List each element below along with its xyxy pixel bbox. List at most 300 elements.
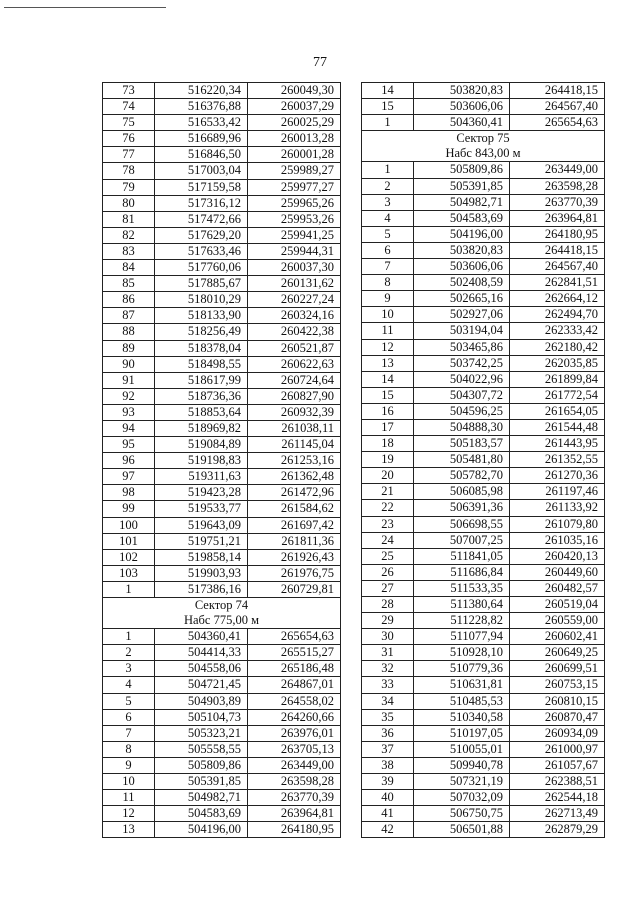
table-row <box>362 661 605 677</box>
coordinate-x: 504982,71 <box>155 790 248 806</box>
table-row <box>103 356 341 372</box>
coordinate-x: 504583,69 <box>414 210 510 226</box>
coordinate-y: 261472,96 <box>248 485 341 501</box>
point-number: 9 <box>362 291 414 307</box>
coordinate-x: 504903,89 <box>155 693 248 709</box>
point-number: 15 <box>362 99 414 115</box>
coordinate-y: 265654,63 <box>248 629 341 645</box>
table-row <box>103 179 341 195</box>
point-number: 6 <box>103 709 155 725</box>
coordinate-y: 265654,63 <box>510 115 605 131</box>
coordinate-y: 260001,28 <box>248 147 341 163</box>
coordinate-x: 504360,41 <box>155 629 248 645</box>
table-row <box>103 693 341 709</box>
coordinate-y: 261362,48 <box>248 469 341 485</box>
coordinate-y: 262664,12 <box>510 291 605 307</box>
table-row <box>362 242 605 258</box>
coordinate-y: 259989,27 <box>248 163 341 179</box>
coordinate-y: 260649,25 <box>510 645 605 661</box>
coordinate-y: 260037,29 <box>248 99 341 115</box>
table-row <box>103 741 341 757</box>
table-row <box>103 485 341 501</box>
table-row <box>103 420 341 436</box>
point-number: 99 <box>103 501 155 517</box>
table-row <box>362 403 605 419</box>
coordinate-y: 260049,30 <box>248 83 341 99</box>
point-number: 8 <box>362 275 414 291</box>
point-number: 73 <box>103 83 155 99</box>
coordinate-x: 504307,72 <box>414 387 510 403</box>
coordinate-x: 506750,75 <box>414 806 510 822</box>
coordinate-x: 518969,82 <box>155 420 248 436</box>
point-number: 38 <box>362 757 414 773</box>
point-number: 87 <box>103 308 155 324</box>
table-row <box>362 629 605 645</box>
point-number: 4 <box>362 210 414 226</box>
coordinate-y: 260699,51 <box>510 661 605 677</box>
coordinate-y: 260449,60 <box>510 564 605 580</box>
point-number: 2 <box>103 645 155 661</box>
coordinate-x: 510197,05 <box>414 725 510 741</box>
point-number: 5 <box>362 226 414 242</box>
coordinate-x: 505183,57 <box>414 436 510 452</box>
coordinate-x: 502408,59 <box>414 275 510 291</box>
point-number: 14 <box>362 83 414 99</box>
coordinate-y: 261544,48 <box>510 419 605 435</box>
coordinate-x: 517003,04 <box>155 163 248 179</box>
table-row <box>103 243 341 259</box>
point-number: 91 <box>103 372 155 388</box>
sector-distance-row <box>362 146 605 162</box>
table-row <box>362 419 605 435</box>
coordinate-x: 517760,06 <box>155 260 248 276</box>
table-row <box>103 163 341 179</box>
table-row <box>362 323 605 339</box>
point-number: 35 <box>362 709 414 725</box>
table-row <box>103 99 341 115</box>
table-row <box>362 484 605 500</box>
coordinate-x: 504558,06 <box>155 661 248 677</box>
coordinate-y: 263598,28 <box>510 178 605 194</box>
coordinate-y: 260422,38 <box>248 324 341 340</box>
point-number: 89 <box>103 340 155 356</box>
point-number: 1 <box>362 115 414 131</box>
table-row <box>362 83 605 99</box>
point-number: 86 <box>103 292 155 308</box>
table-row <box>362 468 605 484</box>
point-number: 88 <box>103 324 155 340</box>
coordinate-y: 260810,15 <box>510 693 605 709</box>
coordinate-x: 518736,36 <box>155 388 248 404</box>
table-row <box>362 162 605 178</box>
table-row <box>103 211 341 227</box>
sector-header-row <box>103 598 341 614</box>
point-number: 97 <box>103 469 155 485</box>
coordinate-y: 260420,13 <box>510 548 605 564</box>
coordinate-x: 502665,16 <box>414 291 510 307</box>
coordinate-x: 519311,63 <box>155 469 248 485</box>
table-row <box>362 99 605 115</box>
coordinate-y: 260827,90 <box>248 388 341 404</box>
coordinate-x: 511686,84 <box>414 564 510 580</box>
table-row <box>103 822 341 838</box>
point-number: 85 <box>103 276 155 292</box>
point-number: 33 <box>362 677 414 693</box>
coordinate-y: 261976,75 <box>248 565 341 581</box>
table-row <box>103 372 341 388</box>
point-number: 23 <box>362 516 414 532</box>
coordinate-y: 263964,81 <box>248 806 341 822</box>
coordinate-x: 505323,21 <box>155 725 248 741</box>
table-row <box>362 757 605 773</box>
coordinate-y: 262713,49 <box>510 806 605 822</box>
table-row <box>103 581 341 597</box>
coordinate-y: 260482,57 <box>510 580 605 596</box>
coordinate-y: 261926,43 <box>248 549 341 565</box>
coordinate-y: 261697,42 <box>248 517 341 533</box>
point-number: 79 <box>103 179 155 195</box>
point-number: 11 <box>103 790 155 806</box>
point-number: 74 <box>103 99 155 115</box>
coordinate-x: 519423,28 <box>155 485 248 501</box>
coordinate-y: 263449,00 <box>510 162 605 178</box>
point-number: 10 <box>103 774 155 790</box>
coordinate-x: 507032,09 <box>414 790 510 806</box>
coordinate-y: 261352,55 <box>510 452 605 468</box>
coordinate-y: 261253,16 <box>248 453 341 469</box>
point-number: 15 <box>362 387 414 403</box>
point-number: 11 <box>362 323 414 339</box>
table-row <box>103 340 341 356</box>
coordinate-y: 262841,51 <box>510 275 605 291</box>
coordinate-y: 261057,67 <box>510 757 605 773</box>
point-number: 81 <box>103 211 155 227</box>
table-row <box>103 565 341 581</box>
table-row <box>103 308 341 324</box>
coordinate-y: 264567,40 <box>510 99 605 115</box>
coordinate-x: 510631,81 <box>414 677 510 693</box>
coordinate-x: 519903,93 <box>155 565 248 581</box>
point-number: 95 <box>103 437 155 453</box>
sector-title: Сектор 74 <box>103 598 341 614</box>
table-row <box>362 774 605 790</box>
table-row <box>362 613 605 629</box>
coordinates-table-left <box>102 82 341 838</box>
point-number: 34 <box>362 693 414 709</box>
coordinate-x: 506698,55 <box>414 516 510 532</box>
point-number: 30 <box>362 629 414 645</box>
coordinate-x: 509940,78 <box>414 757 510 773</box>
coordinate-y: 261811,36 <box>248 533 341 549</box>
table-row <box>362 500 605 516</box>
coordinate-x: 503820,83 <box>414 83 510 99</box>
table-row <box>103 629 341 645</box>
point-number: 27 <box>362 580 414 596</box>
coordinate-y: 260521,87 <box>248 340 341 356</box>
point-number: 92 <box>103 388 155 404</box>
table-row <box>103 131 341 147</box>
coordinate-y: 263976,01 <box>248 725 341 741</box>
coordinate-x: 517633,46 <box>155 243 248 259</box>
coordinate-y: 260013,28 <box>248 131 341 147</box>
coordinate-y: 261443,95 <box>510 436 605 452</box>
table-row <box>362 725 605 741</box>
coordinate-x: 503742,25 <box>414 355 510 371</box>
point-number: 42 <box>362 822 414 838</box>
coordinate-x: 505391,85 <box>155 774 248 790</box>
table-row <box>362 580 605 596</box>
table-row <box>362 355 605 371</box>
point-number: 94 <box>103 420 155 436</box>
header-rule <box>4 7 166 8</box>
sector-header-row <box>362 131 605 147</box>
coordinate-x: 511228,82 <box>414 613 510 629</box>
coordinate-x: 518133,90 <box>155 308 248 324</box>
coordinate-x: 511533,35 <box>414 580 510 596</box>
point-number: 93 <box>103 404 155 420</box>
table-row <box>103 388 341 404</box>
table-row <box>362 516 605 532</box>
point-number: 8 <box>103 741 155 757</box>
table-row <box>103 469 341 485</box>
point-number: 1 <box>103 629 155 645</box>
coordinate-x: 504196,00 <box>414 226 510 242</box>
coordinate-y: 265186,48 <box>248 661 341 677</box>
coordinate-x: 516689,96 <box>155 131 248 147</box>
table-row <box>103 774 341 790</box>
sector-title: Сектор 75 <box>362 131 605 147</box>
coordinate-y: 263964,81 <box>510 210 605 226</box>
point-number: 1 <box>103 581 155 597</box>
coordinate-y: 261584,62 <box>248 501 341 517</box>
point-number: 76 <box>103 131 155 147</box>
point-number: 98 <box>103 485 155 501</box>
point-number: 6 <box>362 242 414 258</box>
coordinate-y: 264260,66 <box>248 709 341 725</box>
coordinate-x: 503820,83 <box>414 242 510 258</box>
coordinates-table-right <box>361 82 605 838</box>
coordinate-x: 511077,94 <box>414 629 510 645</box>
coordinate-y: 262879,29 <box>510 822 605 838</box>
coordinate-x: 517159,58 <box>155 179 248 195</box>
table-row <box>362 452 605 468</box>
coordinate-y: 259953,26 <box>248 211 341 227</box>
table-row <box>362 790 605 806</box>
point-number: 21 <box>362 484 414 500</box>
point-number: 77 <box>103 147 155 163</box>
table-row <box>362 741 605 757</box>
sector-distance-row <box>103 613 341 629</box>
table-row <box>362 178 605 194</box>
table-row <box>362 339 605 355</box>
coordinate-y: 262494,70 <box>510 307 605 323</box>
table-row <box>103 549 341 565</box>
coordinate-y: 261197,46 <box>510 484 605 500</box>
coordinate-x: 519751,21 <box>155 533 248 549</box>
coordinate-y: 261035,16 <box>510 532 605 548</box>
coordinate-x: 511380,64 <box>414 597 510 613</box>
coordinate-y: 262333,42 <box>510 323 605 339</box>
coordinate-y: 260934,09 <box>510 725 605 741</box>
coordinate-x: 504596,25 <box>414 403 510 419</box>
table-row <box>362 693 605 709</box>
coordinate-x: 503606,06 <box>414 259 510 275</box>
coordinate-x: 518378,04 <box>155 340 248 356</box>
coordinate-y: 259965,26 <box>248 195 341 211</box>
coordinate-y: 262035,85 <box>510 355 605 371</box>
coordinate-x: 506391,36 <box>414 500 510 516</box>
coordinate-y: 260729,81 <box>248 581 341 597</box>
table-row <box>362 532 605 548</box>
coordinate-x: 503606,06 <box>414 99 510 115</box>
table-row <box>362 194 605 210</box>
point-number: 24 <box>362 532 414 548</box>
table-row <box>362 115 605 131</box>
coordinate-x: 507321,19 <box>414 774 510 790</box>
coordinate-x: 516376,88 <box>155 99 248 115</box>
point-number: 101 <box>103 533 155 549</box>
table-row <box>103 533 341 549</box>
coordinate-x: 517472,66 <box>155 211 248 227</box>
table-row <box>103 404 341 420</box>
coordinate-y: 260559,00 <box>510 613 605 629</box>
point-number: 7 <box>103 725 155 741</box>
point-number: 31 <box>362 645 414 661</box>
table-row <box>103 806 341 822</box>
coordinate-x: 505809,86 <box>414 162 510 178</box>
point-number: 36 <box>362 725 414 741</box>
coordinate-y: 259944,31 <box>248 243 341 259</box>
table-row <box>103 725 341 741</box>
table-row <box>103 83 341 99</box>
coordinate-y: 260753,15 <box>510 677 605 693</box>
table-row <box>103 324 341 340</box>
coordinate-x: 504360,41 <box>414 115 510 131</box>
point-number: 75 <box>103 115 155 131</box>
point-number: 25 <box>362 548 414 564</box>
point-number: 78 <box>103 163 155 179</box>
coordinate-x: 518853,64 <box>155 404 248 420</box>
coordinate-x: 510340,58 <box>414 709 510 725</box>
point-number: 84 <box>103 260 155 276</box>
coordinate-x: 507007,25 <box>414 532 510 548</box>
coordinate-y: 263770,39 <box>248 790 341 806</box>
coordinate-y: 261654,05 <box>510 403 605 419</box>
table-row <box>103 661 341 677</box>
coordinate-y: 262180,42 <box>510 339 605 355</box>
point-number: 16 <box>362 403 414 419</box>
point-number: 3 <box>103 661 155 677</box>
coordinate-y: 260519,04 <box>510 597 605 613</box>
coordinate-x: 504721,45 <box>155 677 248 693</box>
table-row <box>103 453 341 469</box>
point-number: 39 <box>362 774 414 790</box>
coordinate-y: 260131,62 <box>248 276 341 292</box>
point-number: 80 <box>103 195 155 211</box>
table-row <box>362 210 605 226</box>
coordinate-y: 260227,24 <box>248 292 341 308</box>
coordinate-y: 263770,39 <box>510 194 605 210</box>
coordinate-y: 263598,28 <box>248 774 341 790</box>
point-number: 82 <box>103 227 155 243</box>
table-row <box>103 147 341 163</box>
point-number: 19 <box>362 452 414 468</box>
table-row <box>103 501 341 517</box>
table-row <box>362 291 605 307</box>
point-number: 29 <box>362 613 414 629</box>
point-number: 100 <box>103 517 155 533</box>
point-number: 22 <box>362 500 414 516</box>
point-number: 12 <box>362 339 414 355</box>
coordinate-y: 263449,00 <box>248 757 341 773</box>
point-number: 96 <box>103 453 155 469</box>
point-number: 12 <box>103 806 155 822</box>
table-row <box>103 292 341 308</box>
coordinate-x: 504982,71 <box>414 194 510 210</box>
table-row <box>103 437 341 453</box>
table-row <box>362 709 605 725</box>
coordinate-y: 265515,27 <box>248 645 341 661</box>
coordinate-y: 261000,97 <box>510 741 605 757</box>
coordinate-x: 505558,55 <box>155 741 248 757</box>
table-row <box>362 259 605 275</box>
coordinate-y: 262388,51 <box>510 774 605 790</box>
coordinate-y: 263705,13 <box>248 741 341 757</box>
coordinate-x: 505391,85 <box>414 178 510 194</box>
coordinate-x: 519084,89 <box>155 437 248 453</box>
table-row <box>103 645 341 661</box>
point-number: 26 <box>362 564 414 580</box>
coordinate-x: 518010,29 <box>155 292 248 308</box>
coordinate-x: 504583,69 <box>155 806 248 822</box>
point-number: 41 <box>362 806 414 822</box>
table-row <box>103 276 341 292</box>
coordinate-x: 502927,06 <box>414 307 510 323</box>
coordinate-x: 517316,12 <box>155 195 248 211</box>
coordinate-x: 504414,33 <box>155 645 248 661</box>
coordinate-x: 519198,83 <box>155 453 248 469</box>
sector-distance: Набс 775,00 м <box>103 613 341 629</box>
coordinate-x: 510485,53 <box>414 693 510 709</box>
point-number: 20 <box>362 468 414 484</box>
coordinate-x: 519858,14 <box>155 549 248 565</box>
coordinate-y: 261772,54 <box>510 387 605 403</box>
coordinate-x: 506085,98 <box>414 484 510 500</box>
point-number: 9 <box>103 757 155 773</box>
coordinate-y: 260870,47 <box>510 709 605 725</box>
table-row <box>362 806 605 822</box>
coordinate-y: 260602,41 <box>510 629 605 645</box>
point-number: 13 <box>103 822 155 838</box>
point-number: 5 <box>103 693 155 709</box>
coordinate-y: 261079,80 <box>510 516 605 532</box>
coordinate-y: 261899,84 <box>510 371 605 387</box>
table-row <box>103 677 341 693</box>
coordinate-x: 506501,88 <box>414 822 510 838</box>
point-number: 4 <box>103 677 155 693</box>
coordinate-y: 260622,63 <box>248 356 341 372</box>
point-number: 103 <box>103 565 155 581</box>
coordinate-y: 260037,30 <box>248 260 341 276</box>
table-row <box>103 195 341 211</box>
table-row <box>362 275 605 291</box>
point-number: 18 <box>362 436 414 452</box>
point-number: 1 <box>362 162 414 178</box>
table-row <box>362 436 605 452</box>
coordinate-x: 503465,86 <box>414 339 510 355</box>
coordinate-y: 261145,04 <box>248 437 341 453</box>
coordinate-x: 510779,36 <box>414 661 510 677</box>
